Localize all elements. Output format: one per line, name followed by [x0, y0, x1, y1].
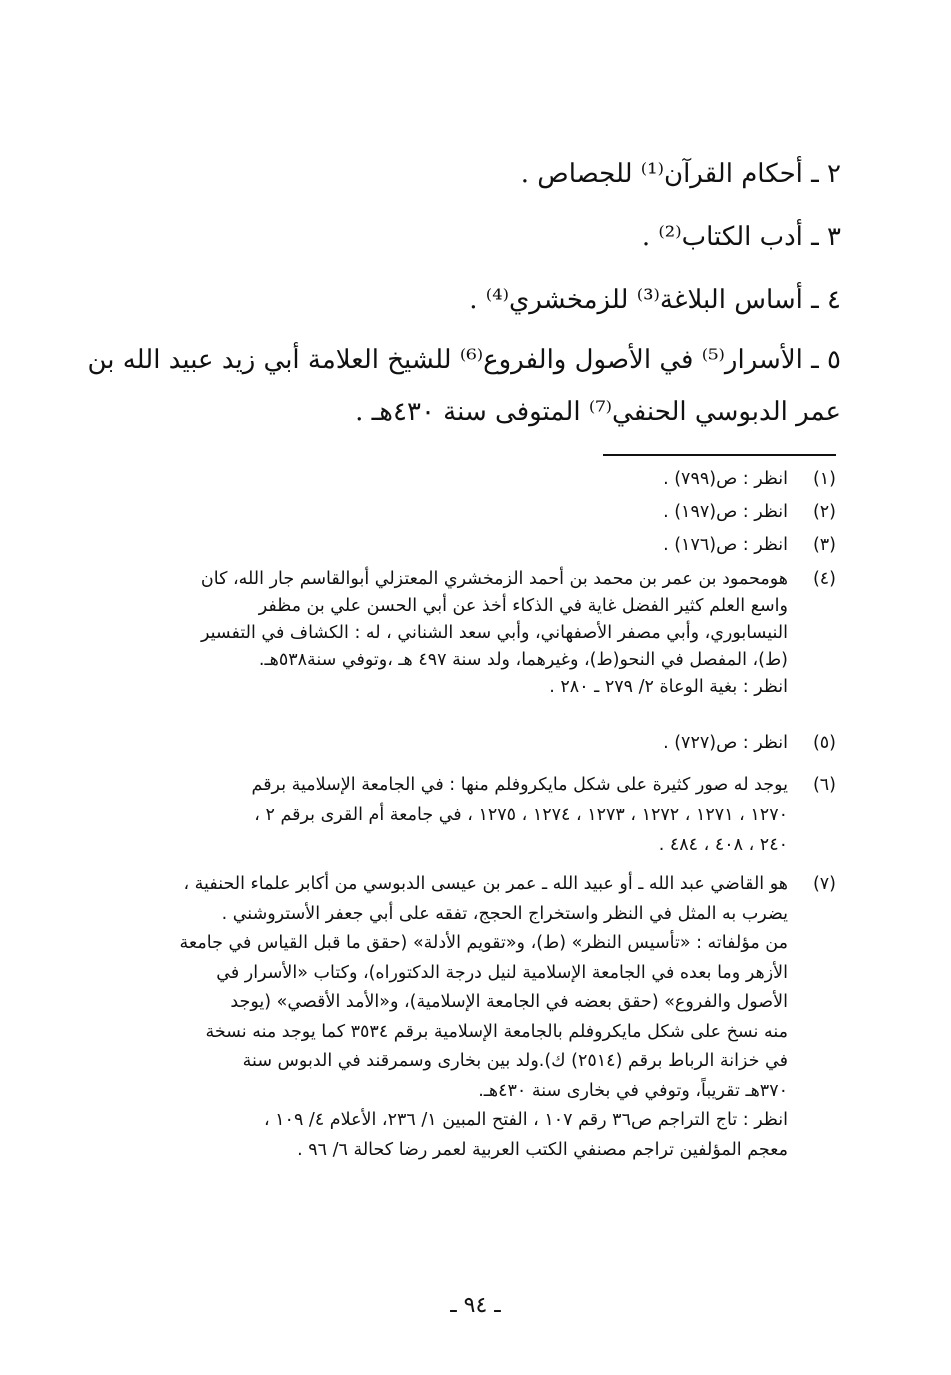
footnote	[125, 870, 836, 1165]
main-line-item-4	[120, 283, 841, 317]
footnote-line: في خزانة الرباط برقم (٢٥١٤) ك).ولد بين بخارى وسمرقند في الدبوس سنة	[242, 1051, 788, 1071]
footnote-number: (٦)	[812, 775, 836, 795]
footnote-body	[125, 466, 788, 493]
footnote-line: انظر : ص(١٩٧) .	[663, 502, 788, 522]
footnote-line: انظر : بغية الوعاة ٢/ ٢٧٩ ـ ٢٨٠ .	[549, 677, 788, 697]
main-text: ٤ ـ أساس البلاغة⁽³⁾ للزمخشري⁽⁴⁾ .	[469, 285, 841, 315]
footnote-body	[125, 770, 788, 860]
footnote-body	[125, 730, 788, 757]
footnote-number: (٢)	[812, 502, 836, 522]
footnote-line: من مؤلفاته : «تأسيس النظر» (ط)، و«تقويم الأدلة» (حقق ما قبل القياس في جامعة	[179, 933, 788, 953]
footnote-line: منه نسخ على شكل مايكروفلم بالجامعة الإسلامية برقم ٣٥٣٤ كما يوجد منه نسخة	[205, 1021, 788, 1042]
footnote-separator	[603, 454, 836, 456]
footnote-body	[125, 870, 788, 1165]
footnote	[125, 730, 836, 757]
page-number: ـ ٩٤ ـ	[450, 1293, 501, 1318]
main-line-item-5-a	[87, 343, 841, 377]
footnote-line: (ط)، المفصل في النحو(ط)، وغيرهما، ولد سنة ٤٩٧ هـ ،وتوفي سنة٥٣٨هـ.	[258, 650, 788, 670]
footnote-number: (٣)	[812, 535, 836, 555]
main-text: عمر الدبوسي الحنفي⁽⁷⁾ المتوفى سنة ٤٣٠هـ .	[355, 397, 841, 427]
footnote-line: انظر : ص(٧٢٧) .	[663, 733, 788, 753]
main-line-item-2	[120, 157, 841, 191]
footnote	[125, 566, 836, 701]
footnote-line: الأصول والفروع» (حقق بعضه في الجامعة الإسلامية)، و«الأمد الأقصي» (يوجد	[230, 992, 788, 1012]
footnote-line: يضرب به المثل في النظر واستخراج الحجج، تفقه على أبي جعفر الأستروشني .	[221, 903, 788, 924]
footnote-line: انظر : ص(٧٩٩) .	[663, 469, 788, 489]
footnote-line: ٣٧٠هـ تقريباً، وتوفي في بخارى سنة ٤٣٠هـ.	[478, 1080, 788, 1101]
footnote-line: ١٢٧٠ ، ١٢٧١ ، ١٢٧٢ ، ١٢٧٣ ، ١٢٧٤ ، ١٢٧٥ ، في جامعة أم القرى برقم ٢ ،	[254, 805, 788, 825]
footnote	[125, 532, 836, 559]
main-text: ٣ ـ أدب الكتاب⁽²⁾ .	[641, 222, 841, 252]
footnote	[125, 499, 836, 526]
footnote-line: واسع العلم كثير الفضل غاية في الذكاء أخذ عن أبي الحسن علي بن مظفر	[258, 596, 788, 616]
footnote-line: انظر : تاج التراجم ص٣٦ رقم ١٠٧ ، الفتح المبين ١/ ٢٣٦، الأعلام ٤/ ١٠٩ ،	[263, 1110, 788, 1130]
main-line-item-3	[120, 220, 841, 254]
footnote-number: (٧)	[812, 874, 836, 894]
footnote	[125, 770, 836, 860]
footnote-number: (٥)	[812, 733, 836, 753]
footnote-line: ٢٤٠ ، ٤٠٨ ، ٤٨٤ .	[658, 835, 788, 855]
main-line-item-5-b	[120, 395, 841, 429]
footnote-body	[125, 566, 788, 701]
footnote-line: الأزهر وما بعده في الجامعة الإسلامية لنيل درجة الدكتوراه)، وكتاب «الأسرار في	[216, 962, 788, 983]
footnote-body	[125, 499, 788, 526]
footnote-line: معجم المؤلفين تراجم مصنفي الكتب العربية لعمر رضا كحالة ٦/ ٩٦ .	[297, 1139, 788, 1160]
footnote-number: (٤)	[812, 569, 836, 589]
footnote-line: يوجد له صور كثيرة على شكل مايكروفلم منها : في الجامعة الإسلامية برقم	[251, 775, 788, 795]
footnote-number: (١)	[812, 469, 836, 489]
main-text: ٥ ـ الأسرار⁽⁵⁾ في الأصول والفروع⁽⁶⁾ للشيخ العلامة أبي زيد عبيد الله بن	[87, 345, 841, 375]
footnote-line: هومحمود بن عمر بن محمد بن أحمد الزمخشري المعتزلي أبوالقاسم جار الله، كان	[200, 569, 788, 589]
main-text: ٢ ـ أحكام القرآن⁽¹⁾ للجصاص .	[520, 159, 841, 189]
footnote-line: انظر : ص(١٧٦) .	[663, 535, 788, 555]
footnote-line: النيسابوري، وأبي مصفر الأصفهاني، وأبي سعد الشناني ، له : الكشاف في التفسير	[200, 623, 788, 643]
footnote-line: هو القاضي عبد الله ـ أو عبيد الله ـ عمر بن عيسى الدبوسي من أكابر علماء الحنفية ،	[183, 874, 788, 894]
footnote-body	[125, 532, 788, 559]
footnote	[125, 466, 836, 493]
